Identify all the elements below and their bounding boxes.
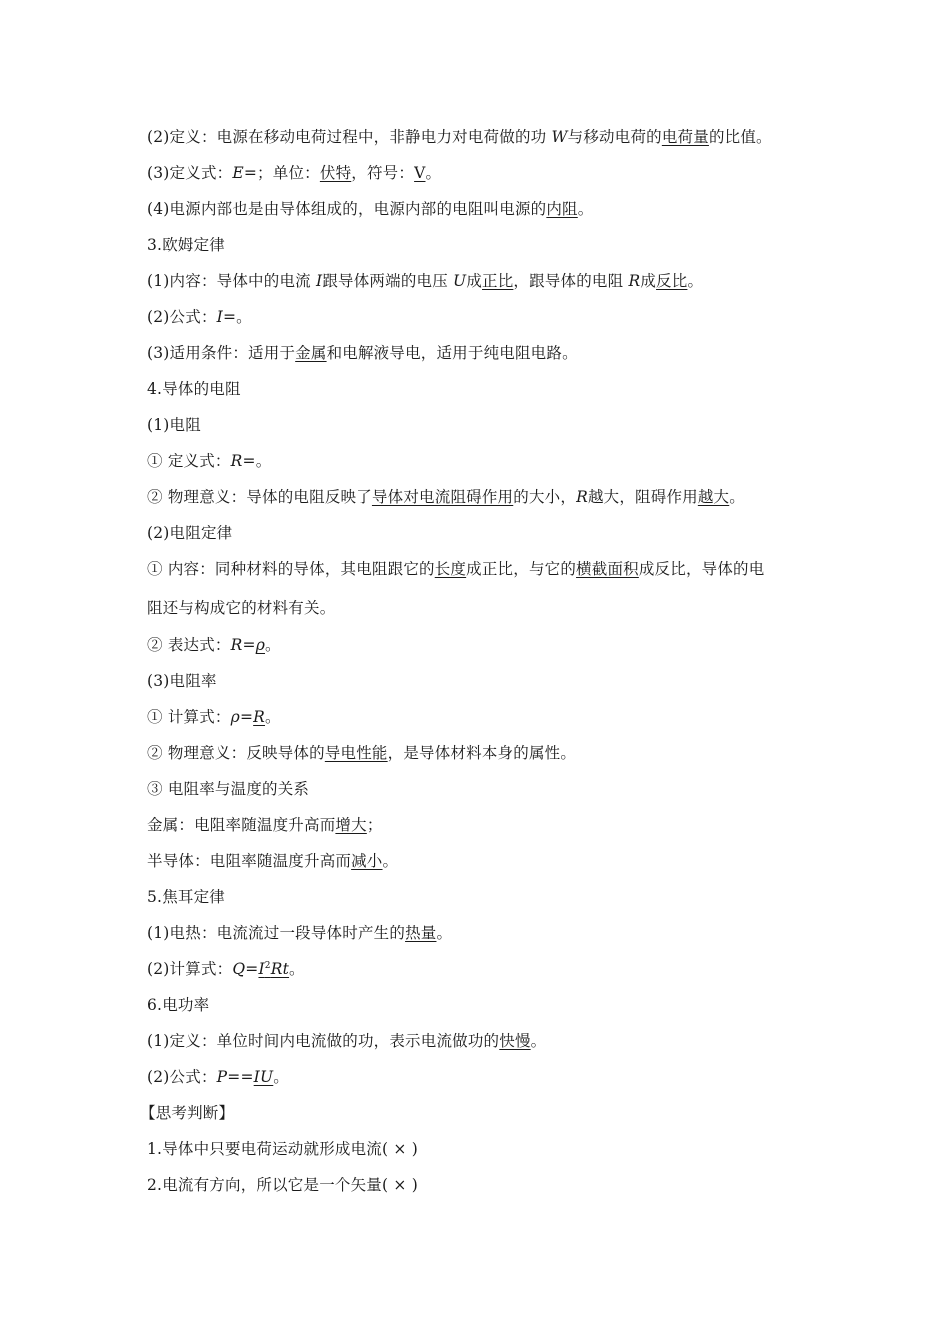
- text-line: (1)内容：导体中的电流 I跟导体两端的电压 U成正比，跟导体的电阻 R成反比。: [147, 272, 704, 290]
- question-item: 1.导体中只要电荷运动就形成电流( × ): [147, 1140, 418, 1158]
- text-line: ① 计算式：ρ=R。: [147, 708, 281, 726]
- section-heading: 【思考判断】: [140, 1104, 235, 1122]
- text-line: (2)公式：P==IU。: [147, 1068, 289, 1086]
- text-line: ③ 电阻率与温度的关系: [147, 780, 310, 798]
- text-line: (2)计算式：$Q=I^2Rt$。: [147, 960, 305, 978]
- text-line: 金属：电阻率随温度升高而增大；: [147, 816, 383, 834]
- text-line: (1)电阻: [147, 416, 201, 434]
- section-heading: 5.焦耳定律: [147, 888, 225, 906]
- text-line: 半导体：电阻率随温度升高而减小。: [147, 852, 399, 870]
- text-line: ① 内容：同种材料的导体，其电阻跟它的长度成正比，与它的横截面积成反比，导体的电: [147, 560, 765, 578]
- text-line: ① 定义式：R=。: [147, 452, 272, 470]
- text-line: (2)电阻定律: [147, 524, 233, 542]
- text-line: ② 物理意义：导体的电阻反映了导体对电流阻碍作用的大小，R越大，阻碍作用越大。: [147, 488, 745, 506]
- text-line: (3)电阻率: [147, 672, 217, 690]
- section-heading: 3.欧姆定律: [147, 236, 225, 254]
- section-heading: 4.导体的电阻: [147, 380, 241, 398]
- text-line: (4)电源内部也是由导体组成的，电源内部的电阻叫电源的内阻。: [147, 200, 594, 218]
- text-line: ② 表达式：R=ρ。: [147, 636, 281, 654]
- question-item: 2.电流有方向，所以它是一个矢量( × ): [147, 1176, 418, 1194]
- text-line: ② 物理意义：反映导体的导电性能，是导体材料本身的属性。: [147, 744, 577, 762]
- text-line: (3)定义式：E=；单位：伏特，符号：V。: [147, 164, 442, 182]
- section-heading: 6.电功率: [147, 996, 210, 1014]
- text-line: (3)适用条件：适用于金属和电解液导电，适用于纯电阻电路。: [147, 344, 578, 362]
- text-line: (2)定义：电源在移动电荷过程中，非静电力对电荷做的功 W与移动电荷的电荷量的比值。: [147, 128, 772, 146]
- text-line: (1)电热：电流流过一段导体时产生的热量。: [147, 924, 453, 942]
- text-line: (2)公式：I=。: [147, 308, 252, 326]
- text-line: 阻还与构成它的材料有关。: [147, 599, 336, 617]
- text-line: (1)定义：单位时间内电流做的功，表示电流做功的快慢。: [147, 1032, 547, 1050]
